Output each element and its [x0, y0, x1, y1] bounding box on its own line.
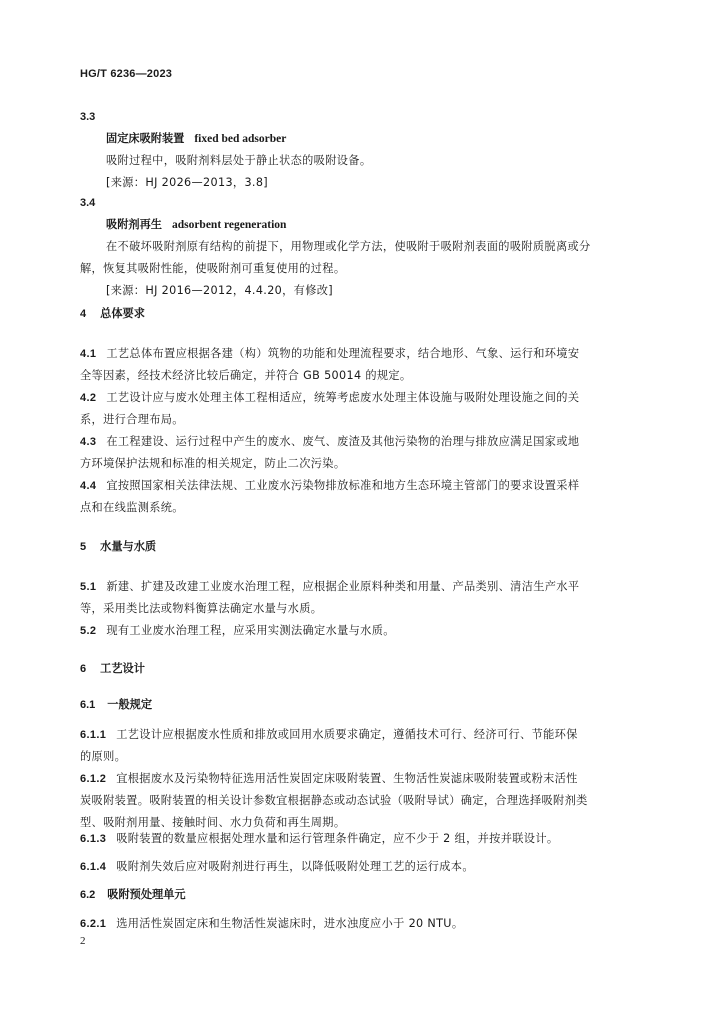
clause-4-1: 4.1 工艺总体布置应根据各建（构）筑物的功能和处理流程要求，结合地形、气象、运行和环境安 全等因素，经技术经济比较后确定，并符合 GB 50014 的规定。: [80, 347, 580, 382]
document-code-header: HG/T 6236—2023: [80, 68, 173, 80]
term-chinese: 固定床吸附装置: [106, 132, 185, 145]
subsection-title: 一般规定: [107, 698, 153, 711]
clause-6-1-4: 6.1.4 吸附剂失效后应对吸附剂进行再生，以降低吸附处理工艺的运行成本。: [80, 860, 474, 873]
clause-6-2-1: 6.2.1 选用活性炭固定床和生物活性炭滤床时，进水浊度应小于 20 NTU。: [80, 917, 464, 930]
page-number: 2: [80, 935, 86, 947]
term-english: adsorbent regeneration: [171, 219, 287, 231]
term-chinese: 吸附剂再生: [106, 218, 162, 231]
clause-6-1-2: 6.1.2 宜根据废水及污染物特征选用活性炭固定床吸附装置、生物活性炭滤床吸附装置或粉末活性 炭吸附装置。吸附装置的相关设计参数宜根据静态或动态试验（吸附导试）确定，合理选择吸附剂类 型、吸附剂用量、接触时间、水力负荷和再生周期。: [80, 772, 588, 829]
clause-4-2: 4.2 工艺设计应与废水处理主体工程相适应，统筹考虑废水处理主体设施与吸附处理设施之间的关 系，进行合理布局。: [80, 391, 580, 426]
term-source: [来源：HJ 2026—2013，3.8]: [106, 176, 269, 189]
section-heading-6: 6 工艺设计: [80, 662, 145, 675]
section-title: 水量与水质: [100, 540, 157, 553]
clause-6-1-3: 6.1.3 吸附装置的数量应根据处理水量和运行管理条件确定，应不少于 2 组，并按并联设计。: [80, 832, 559, 845]
subsection-title: 吸附预处理单元: [107, 888, 186, 901]
subsection-heading-6-2: 6.2 吸附预处理单元: [80, 888, 186, 901]
section-heading-5: 5 水量与水质: [80, 540, 157, 553]
clause-4-4: 4.4 宜按照国家相关法律法规、工业废水污染物排放标准和地方生态环境主管部门的要求设置采样 点和在线监测系统。: [80, 479, 580, 514]
clause-6-1-1: 6.1.1 工艺设计应根据废水性质和排放或回用水质要求确定，遵循技术可行、经济可行、节能环保 的原则。: [80, 728, 578, 763]
section-title: 总体要求: [100, 307, 145, 320]
clause-5-1: 5.1 新建、扩建及改建工业废水治理工程，应根据企业原料种类和用量、产品类别、清洁生产水平 等，采用类比法或物料衡算法确定水量与水质。: [80, 580, 580, 615]
section-heading-4: 4 总体要求: [80, 307, 145, 320]
clause-number: 3.3: [80, 111, 96, 123]
term-source: [来源：HJ 2016—2012，4.4.20，有修改]: [106, 284, 334, 297]
term-definition-line-1: 在不破坏吸附剂原有结构的前提下，用物理或化学方法，使吸附于吸附剂表面的吸附质脱离或分: [106, 240, 591, 253]
term-definition: 吸附过程中，吸附剂料层处于静止状态的吸附设备。: [106, 154, 372, 167]
term-definition-line-2: 解，恢复其吸附性能，使吸附剂可重复使用的过程。: [80, 262, 346, 275]
subsection-heading-6-1: 6.1 一般规定: [80, 698, 153, 711]
clause-4-3: 4.3 在工程建设、运行过程中产生的废水、废气、废渣及其他污染物的治理与排放应满足国家或地 方环境保护法规和标准的相关规定，防止二次污染。: [80, 435, 580, 470]
clause-number: 3.4: [80, 197, 96, 209]
section-title: 工艺设计: [100, 662, 145, 675]
term-3-3: [80, 106, 648, 194]
term-3-4: [80, 192, 648, 302]
clause-5-2: 5.2 现有工业废水治理工程，应采用实测法确定水量与水质。: [80, 624, 395, 637]
term-english: fixed bed adsorber: [194, 133, 287, 145]
